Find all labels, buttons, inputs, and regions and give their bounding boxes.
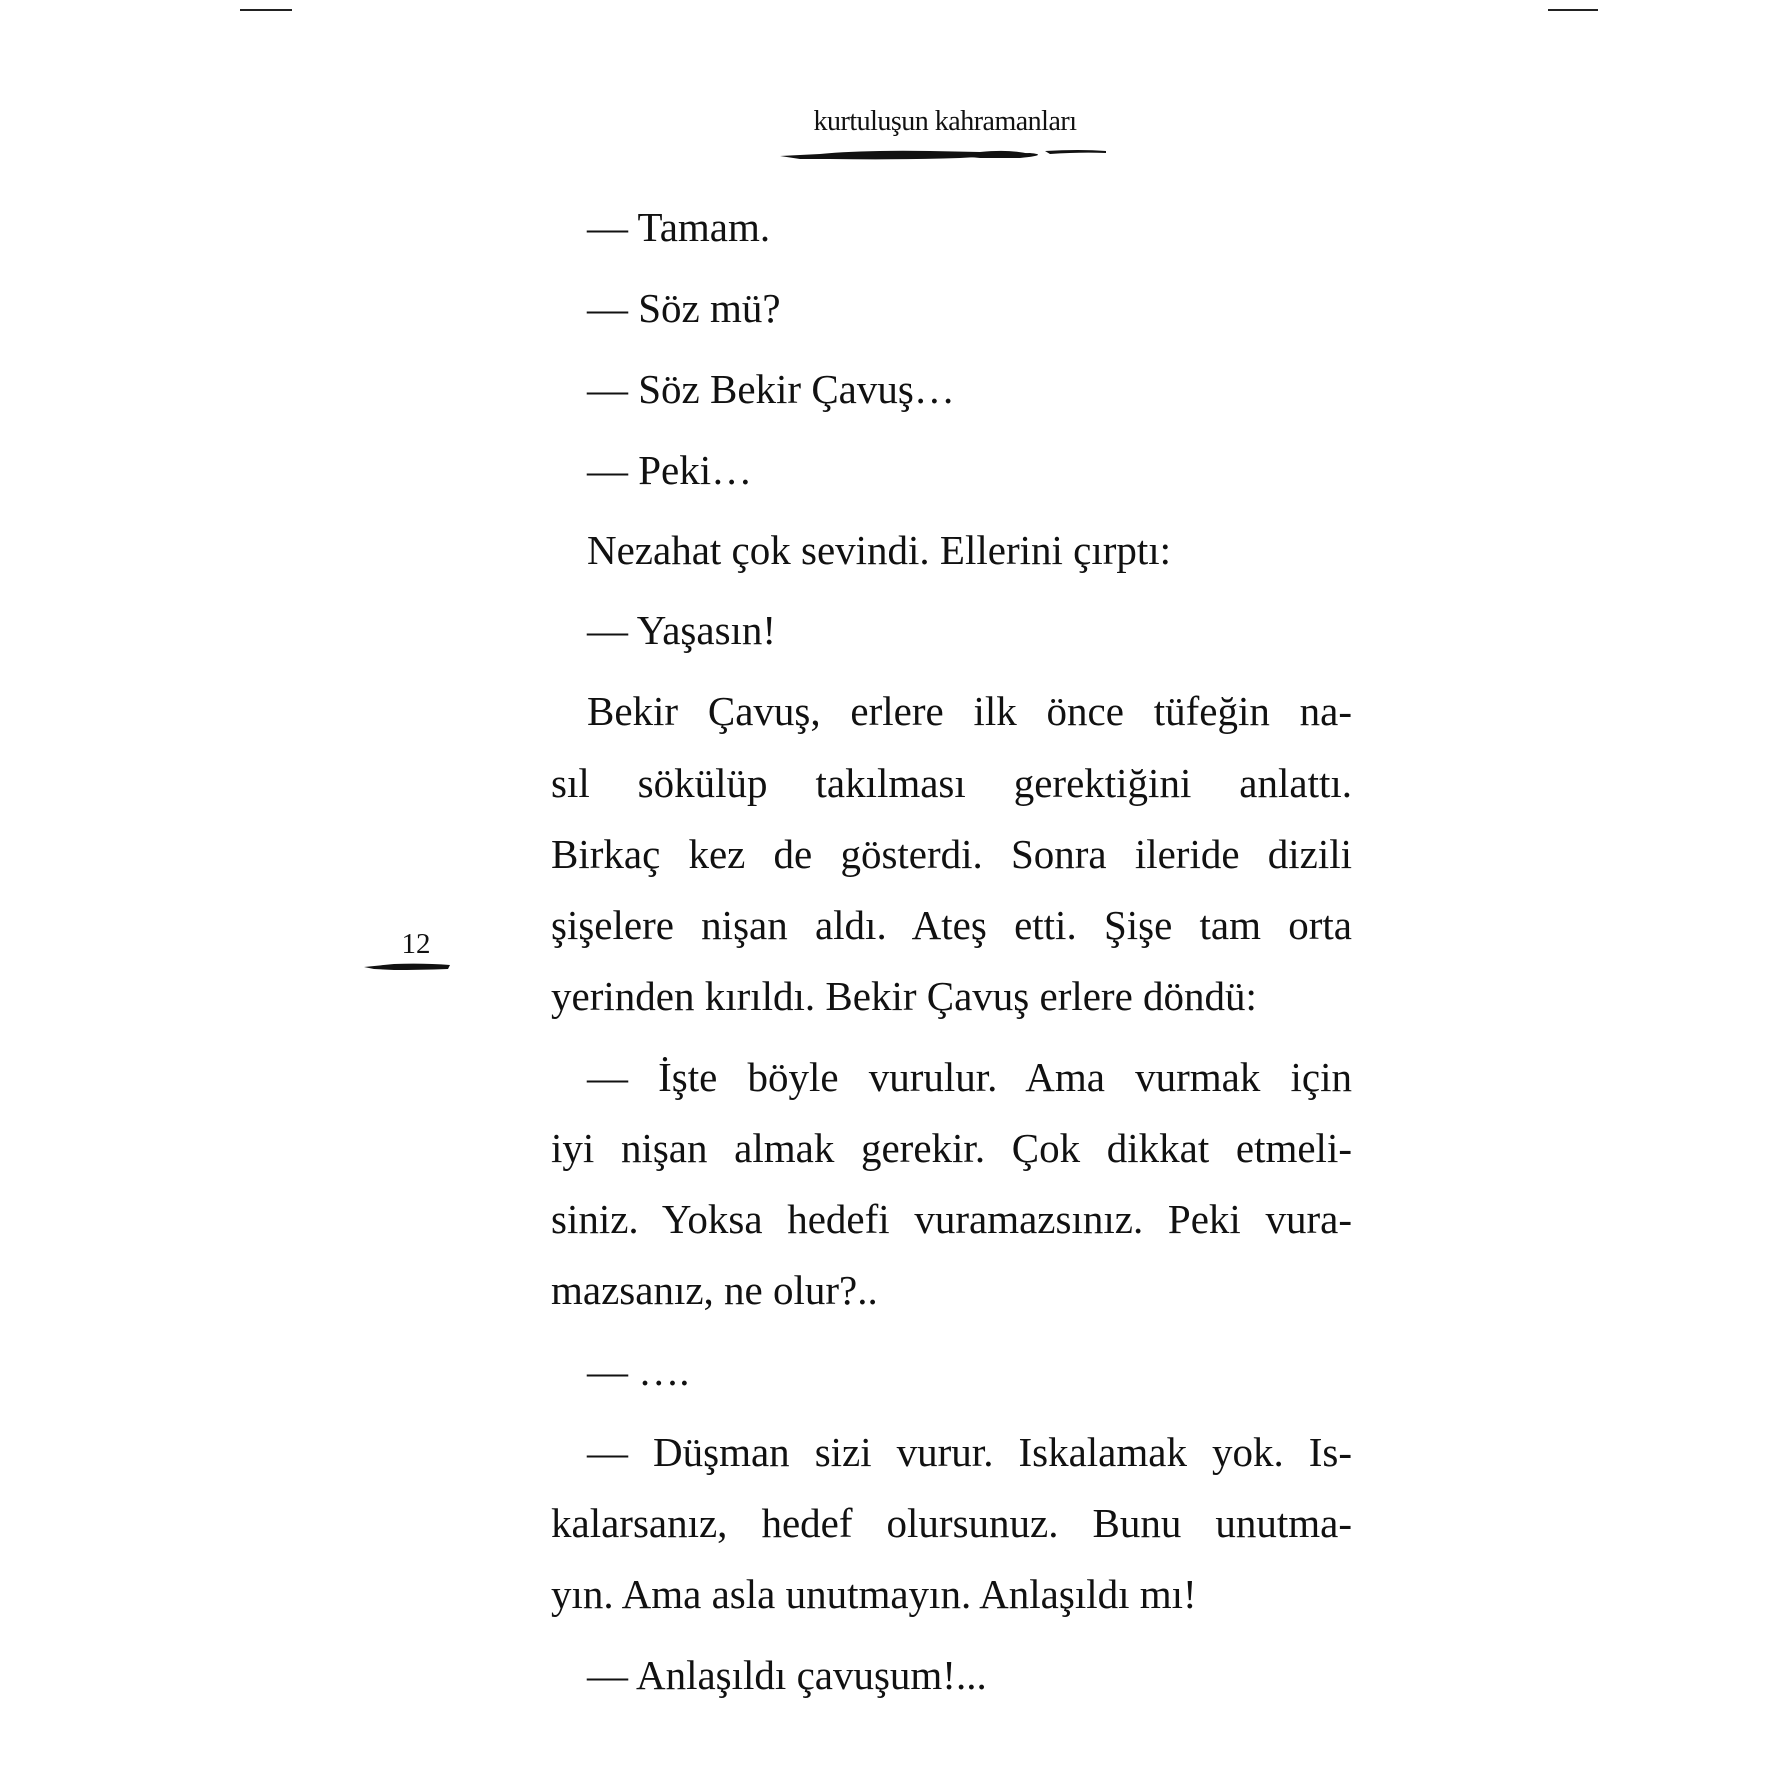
- running-head-title: kurtuluşun kahramanları: [813, 106, 1077, 137]
- text-line: siniz. Yoksa hedefi vuramazsınız. Peki vura-: [551, 1196, 1352, 1242]
- text-line: yerinden kırıldı. Bekir Çavuş erlere döndü:: [551, 973, 1257, 1019]
- text-line: — Düşman sizi vurur. Iskalamak yok. Is-: [587, 1429, 1352, 1475]
- text-line: Nezahat çok sevindi. Ellerini çırptı:: [587, 527, 1172, 573]
- text-line: yın. Ama asla unutmayın. Anlaşıldı mı!: [551, 1571, 1197, 1617]
- text-line: — İşte böyle vurulur. Ama vurmak için: [587, 1054, 1352, 1100]
- text-line: mazsanız, ne olur?..: [551, 1267, 878, 1313]
- text-line: Birkaç kez de gösterdi. Sonra ileride dizili: [551, 831, 1352, 877]
- crop-mark-left: [240, 9, 292, 11]
- text-line: kalarsanız, hedef olursunuz. Bunu unutma-: [551, 1500, 1352, 1546]
- text-line: — Anlaşıldı çavuşum!...: [587, 1652, 987, 1698]
- text-line: — ….: [587, 1348, 690, 1394]
- crop-mark-right: [1548, 9, 1598, 11]
- text-line: şişelere nişan aldı. Ateş etti. Şişe tam orta: [551, 902, 1352, 948]
- text-line: Bekir Çavuş, erlere ilk önce tüfeğin na-: [587, 688, 1352, 734]
- text-line: — Peki…: [587, 447, 753, 493]
- text-line: — Söz mü?: [587, 285, 781, 331]
- text-line: — Yaşasın!: [587, 607, 777, 653]
- text-line: — Tamam.: [587, 204, 771, 250]
- text-line: iyi nişan almak gerekir. Çok dikkat etmeli-: [551, 1125, 1352, 1171]
- text-line: sıl sökülüp takılması gerektiğini anlattı.: [551, 760, 1352, 806]
- page-number: 12: [401, 928, 431, 960]
- header-brush-stroke: [780, 146, 1110, 164]
- page-number-brush-stroke: [364, 960, 452, 974]
- text-line: — Söz Bekir Çavuş…: [587, 366, 955, 412]
